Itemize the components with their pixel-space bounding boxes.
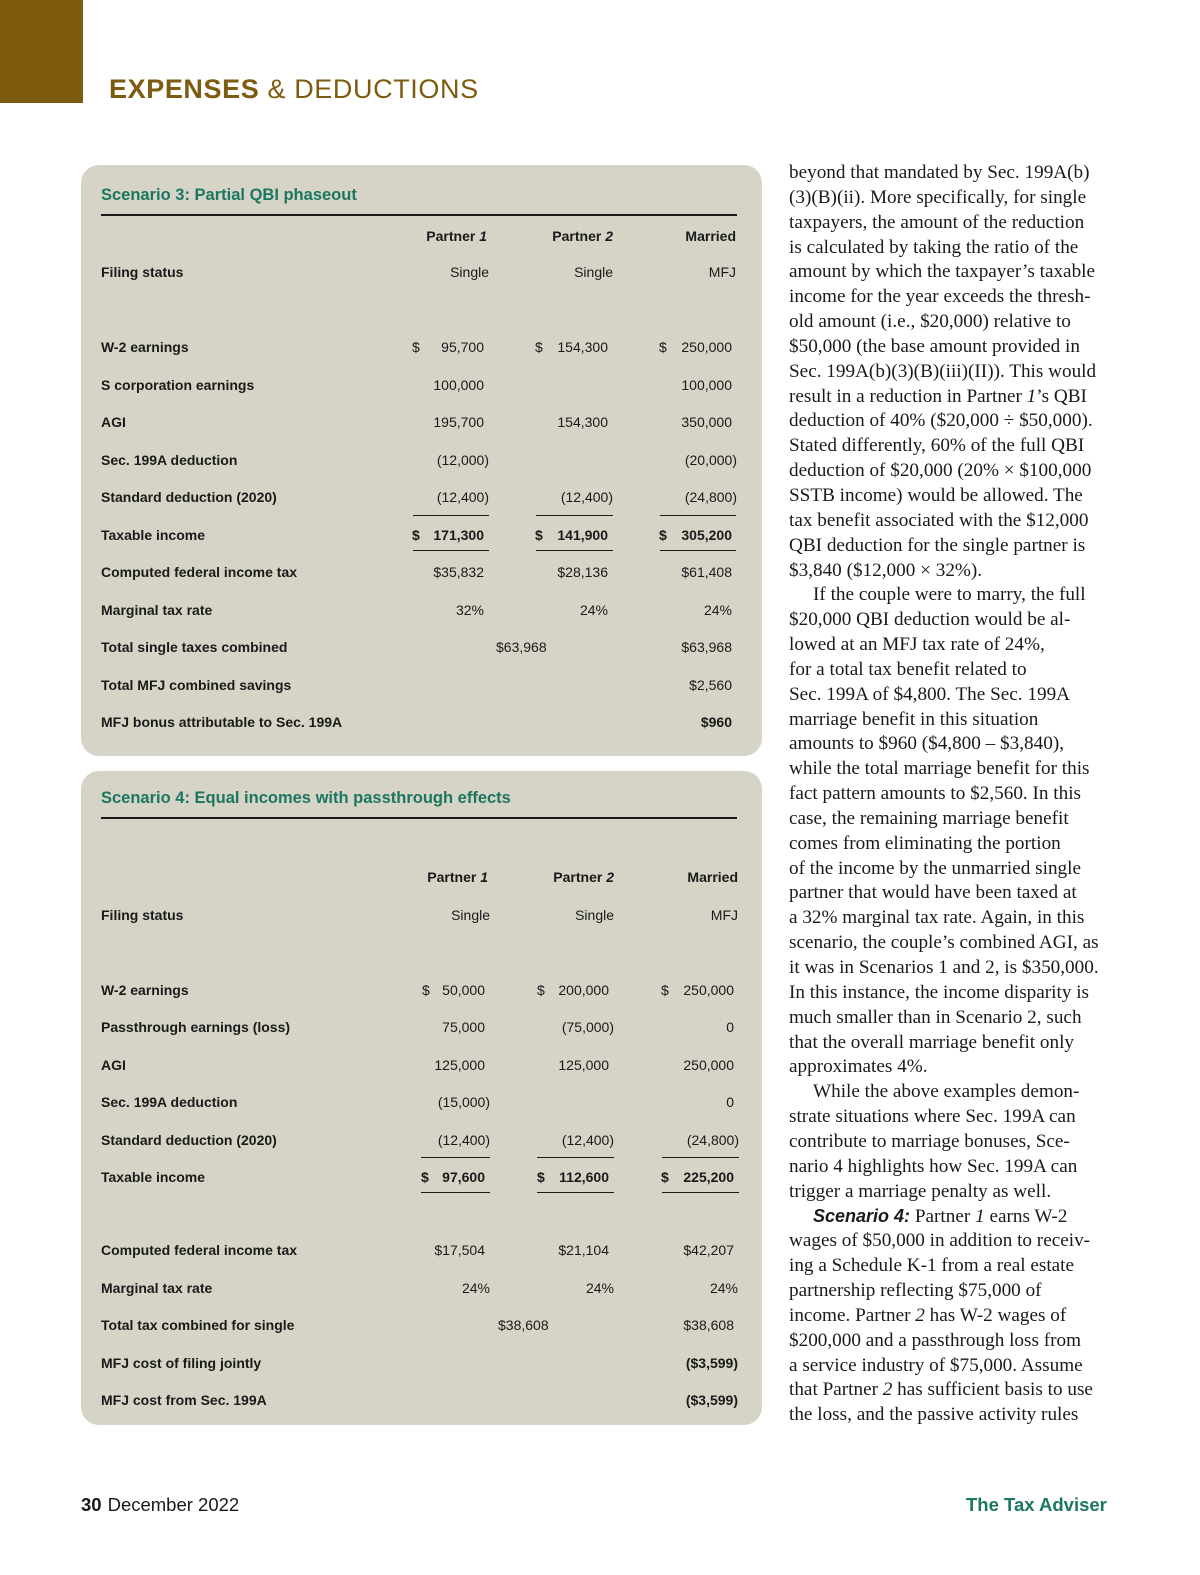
cell-taxable-p1: 171,300 — [433, 527, 484, 543]
body-line: that Partner 2 has sufficient basis to use — [789, 1379, 1093, 1401]
sum-underline — [413, 515, 489, 516]
cell-agi-married: 350,000 — [681, 414, 732, 430]
cell-w2-p2: 154,300 — [557, 339, 608, 355]
body-line: of the income by the unmarried single — [789, 857, 1081, 879]
col-header-partner-1: Partner 1 — [426, 228, 487, 244]
col-header-married: Married — [687, 869, 738, 885]
body-line: much smaller than in Scenario 2, such — [789, 1006, 1082, 1028]
body-line: beyond that mandated by Sec. 199A(b) — [789, 162, 1090, 183]
title-rule — [101, 817, 737, 819]
row-label-filing-status: Filing status — [101, 264, 184, 280]
cell-agi-p1: 195,700 — [433, 414, 484, 430]
cell-rate-p1: 32% — [455, 602, 484, 618]
body-line: income for the year exceeds the thresh- — [789, 286, 1091, 308]
body-line: trigger a marriage penalty as well. — [789, 1180, 1052, 1202]
body-line: Scenario 4: Partner 1 earns W-2 — [813, 1206, 1068, 1228]
body-line: scenario, the couple’s combined AGI, as — [789, 932, 1099, 954]
cell-rate-p1: 24% — [461, 1280, 490, 1296]
cell-199a-married: (20,000) — [684, 452, 737, 468]
cell-tax-p2: $28,136 — [557, 564, 608, 580]
section-header — [109, 74, 479, 105]
body-line: approximates 4%. — [789, 1056, 928, 1078]
sum-underline — [660, 550, 736, 551]
row-label-standard-deduction: Standard deduction (2020) — [101, 1132, 277, 1148]
cell-std-p2: (12,400) — [561, 1132, 614, 1148]
section-header-strong: EXPENSES — [109, 74, 260, 104]
currency-symbol: $ — [537, 982, 545, 998]
cell-s-corp-married: 100,000 — [681, 377, 732, 393]
cell-mfj-cost: ($3,599) — [685, 1355, 738, 1371]
cell-agi-p2: 125,000 — [558, 1057, 609, 1073]
cell-filing-status-p1: Single — [451, 907, 490, 923]
cell-total-single-combined: $63,968 — [496, 639, 547, 655]
cell-filing-status-p2: Single — [574, 264, 613, 280]
row-label-mfj-cost: MFJ cost of filing jointly — [101, 1355, 262, 1371]
cell-rate-married: 24% — [703, 602, 732, 618]
body-line: Sec. 199A(b)(3)(B)(iii)(II)). This would — [789, 360, 1097, 382]
body-line: nario 4 highlights how Sec. 199A can — [789, 1155, 1078, 1177]
cell-tax-p1: $35,832 — [433, 564, 484, 580]
body-line: Stated differently, 60% of the full QBI — [789, 435, 1085, 457]
cell-tax-married: $42,207 — [683, 1242, 734, 1258]
currency-symbol: $ — [535, 339, 543, 355]
body-line: deduction of 40% ($20,000 ÷ $50,000). — [789, 410, 1093, 432]
row-label-computed-tax: Computed federal income tax — [101, 1242, 298, 1258]
row-label-w2-earnings: W-2 earnings — [101, 339, 189, 355]
sum-underline — [660, 515, 736, 516]
currency-symbol: $ — [422, 982, 430, 998]
body-line: a 32% marginal tax rate. Again, in this — [789, 907, 1085, 929]
footer-folio — [81, 1494, 239, 1516]
cell-tax-p1: $17,504 — [434, 1242, 485, 1258]
cell-filing-status-p2: Single — [575, 907, 614, 923]
row-label-sec-199a-deduction: Sec. 199A deduction — [101, 1094, 238, 1110]
body-line: case, the remaining marriage benefit — [789, 807, 1069, 829]
cell-w2-married: 250,000 — [681, 339, 732, 355]
sum-underline — [536, 515, 613, 516]
currency-symbol: $ — [659, 339, 667, 355]
row-label-marginal-rate: Marginal tax rate — [101, 602, 213, 618]
cell-rate-p2: 24% — [585, 1280, 614, 1296]
sum-underline — [421, 1157, 490, 1158]
sum-underline — [662, 1157, 739, 1158]
row-label-s-corp-earnings: S corporation earnings — [101, 377, 255, 393]
body-line: for a total tax benefit related to — [789, 658, 1027, 680]
body-line: amounts to $960 ($4,800 – $3,840), — [789, 733, 1065, 755]
body-line: In this instance, the income disparity is — [789, 981, 1090, 1003]
cell-filing-status-married: MFJ — [710, 907, 738, 923]
cell-agi-married: 250,000 — [683, 1057, 734, 1073]
sum-underline — [421, 1192, 490, 1193]
row-label-passthrough-earnings: Passthrough earnings (loss) — [101, 1019, 291, 1035]
cell-199a-p1: (15,000) — [437, 1094, 490, 1110]
col-header-married: Married — [685, 228, 736, 244]
section-header-light: & DEDUCTIONS — [267, 74, 479, 104]
body-line: is calculated by taking the ratio of the — [789, 236, 1079, 258]
col-header-partner-2: Partner 2 — [553, 869, 614, 885]
corner-accent-block — [0, 0, 83, 103]
row-label-w2-earnings: W-2 earnings — [101, 982, 189, 998]
body-line: $200,000 and a passthrough loss from — [789, 1329, 1082, 1351]
cell-total-single-married: $38,608 — [683, 1317, 734, 1333]
publication-name: The Tax Adviser — [966, 1494, 1107, 1515]
cell-mfj-bonus: $960 — [700, 714, 732, 730]
sum-underline — [662, 1192, 739, 1193]
body-line: SSTB income) would be allowed. The — [789, 484, 1083, 506]
body-line: $20,000 QBI deduction would be al- — [789, 609, 1071, 631]
row-label-mfj-cost-199a: MFJ cost from Sec. 199A — [101, 1392, 267, 1408]
row-label-total-single: Total tax combined for single — [101, 1317, 295, 1333]
row-label-taxable-income: Taxable income — [101, 527, 206, 543]
cell-std-married: (24,800) — [686, 1132, 739, 1148]
body-line: result in a reduction in Partner 1’s QBI — [789, 385, 1087, 407]
sum-underline — [537, 1157, 614, 1158]
col-header-partner-2: Partner 2 — [552, 228, 613, 244]
cell-agi-p1: 125,000 — [434, 1057, 485, 1073]
scenario-4-title: Scenario 4: Equal incomes with passthrough effects — [101, 789, 511, 807]
body-line: a service industry of $75,000. Assume — [789, 1354, 1083, 1376]
cell-199a-p1: (12,000) — [436, 452, 489, 468]
title-rule — [101, 214, 737, 216]
currency-symbol: $ — [412, 339, 420, 355]
body-line: (3)(B)(ii). More specifically, for single — [789, 186, 1087, 208]
cell-pass-p1: 75,000 — [442, 1019, 485, 1035]
body-line: While the above examples demon- — [813, 1081, 1080, 1103]
row-label-agi: AGI — [101, 414, 126, 430]
cell-taxable-p1: 97,600 — [442, 1169, 485, 1185]
body-line: marriage benefit in this situation — [789, 708, 1039, 730]
cell-taxable-p2: 141,900 — [557, 527, 608, 543]
sum-underline — [413, 550, 489, 551]
currency-symbol: $ — [661, 982, 669, 998]
body-line: taxpayers, the amount of the reduction — [789, 211, 1085, 233]
body-line: $3,840 ($12,000 × 32%). — [789, 559, 983, 581]
cell-w2-p2: 200,000 — [558, 982, 609, 998]
row-label-marginal-rate: Marginal tax rate — [101, 1280, 213, 1296]
scenario-3-table — [81, 165, 762, 756]
cell-tax-married: $61,408 — [681, 564, 732, 580]
body-line: QBI deduction for the single partner is — [789, 534, 1086, 556]
row-label-mfj-savings: Total MFJ combined savings — [101, 677, 292, 693]
cell-total-single-married: $63,968 — [681, 639, 732, 655]
row-label-total-single: Total single taxes combined — [101, 639, 288, 655]
cell-total-single-combined: $38,608 — [498, 1317, 549, 1333]
body-line: wages of $50,000 in addition to receiv- — [789, 1230, 1091, 1252]
currency-symbol: $ — [659, 527, 667, 543]
cell-rate-married: 24% — [709, 1280, 738, 1296]
body-line: ing a Schedule K-1 from a real estate — [789, 1255, 1075, 1277]
cell-std-married: (24,800) — [684, 489, 737, 505]
body-line: the loss, and the passive activity rules — [789, 1404, 1079, 1426]
body-line: comes from eliminating the portion — [789, 832, 1061, 854]
row-label-taxable-income: Taxable income — [101, 1169, 206, 1185]
cell-std-p1: (12,400) — [436, 489, 489, 505]
row-label-mfj-bonus: MFJ bonus attributable to Sec. 199A — [101, 714, 343, 730]
cell-s-corp-p1: 100,000 — [433, 377, 484, 393]
col-header-partner-1: Partner 1 — [427, 869, 488, 885]
sum-underline — [537, 1192, 614, 1193]
article-body-column — [789, 161, 1111, 1428]
body-line: old amount (i.e., $20,000) relative to — [789, 311, 1071, 333]
cell-rate-p2: 24% — [579, 602, 608, 618]
body-line: $50,000 (the base amount provided in — [789, 335, 1080, 357]
body-line: that the overall marriage benefit only — [789, 1031, 1075, 1053]
page-number: 30 — [81, 1494, 102, 1515]
cell-std-p1: (12,400) — [437, 1132, 490, 1148]
body-line: amount by which the taxpayer’s taxable — [789, 261, 1096, 283]
body-line: lowed at an MFJ tax rate of 24%, — [789, 634, 1045, 656]
body-line: deduction of $20,000 (20% × $100,000 — [789, 460, 1092, 482]
body-line: partnership reflecting $75,000 of — [789, 1279, 1042, 1301]
issue-date: December 2022 — [107, 1494, 240, 1515]
body-line: partner that would have been taxed at — [789, 882, 1077, 904]
row-label-filing-status: Filing status — [101, 907, 184, 923]
cell-agi-p2: 154,300 — [557, 414, 608, 430]
cell-filing-status-married: MFJ — [708, 264, 736, 280]
row-label-standard-deduction: Standard deduction (2020) — [101, 489, 277, 505]
body-line: If the couple were to marry, the full — [813, 584, 1086, 606]
row-label-computed-tax: Computed federal income tax — [101, 564, 298, 580]
cell-taxable-p2: 112,600 — [559, 1169, 609, 1185]
scenario-3-title: Scenario 3: Partial QBI phaseout — [101, 186, 357, 204]
row-label-sec-199a-deduction: Sec. 199A deduction — [101, 452, 238, 468]
body-line: contribute to marriage bonuses, Sce- — [789, 1130, 1070, 1152]
currency-symbol: $ — [421, 1169, 429, 1185]
body-line: Sec. 199A of $4,800. The Sec. 199A — [789, 683, 1071, 705]
currency-symbol: $ — [535, 527, 543, 543]
body-line: it was in Scenarios 1 and 2, is $350,000. — [789, 957, 1099, 978]
cell-w2-p1: 50,000 — [442, 982, 485, 998]
scenario-4-table — [81, 771, 762, 1425]
cell-mfj-cost-199a: ($3,599) — [685, 1392, 738, 1408]
cell-filing-status-p1: Single — [450, 264, 489, 280]
body-line: fact pattern amounts to $2,560. In this — [789, 783, 1082, 805]
currency-symbol: $ — [412, 527, 420, 543]
row-label-agi: AGI — [101, 1057, 126, 1073]
sum-underline — [536, 550, 613, 551]
cell-199a-married: 0 — [726, 1094, 734, 1110]
cell-pass-p2: (75,000) — [561, 1019, 614, 1035]
cell-w2-married: 250,000 — [683, 982, 734, 998]
cell-w2-p1: 95,700 — [441, 339, 484, 355]
cell-pass-married: 0 — [726, 1019, 734, 1035]
cell-mfj-savings: $2,560 — [689, 677, 732, 693]
cell-taxable-married: 305,200 — [681, 527, 732, 543]
cell-taxable-married: 225,200 — [683, 1169, 734, 1185]
body-line: strate situations where Sec. 199A can — [789, 1106, 1076, 1128]
currency-symbol: $ — [661, 1169, 669, 1185]
body-line: income. Partner 2 has W-2 wages of — [789, 1304, 1067, 1326]
cell-tax-p2: $21,104 — [558, 1242, 609, 1258]
body-line: tax benefit associated with the $12,000 — [789, 509, 1089, 531]
body-line: while the total marriage benefit for this — [789, 758, 1090, 780]
currency-symbol: $ — [537, 1169, 545, 1185]
cell-std-p2: (12,400) — [560, 489, 613, 505]
